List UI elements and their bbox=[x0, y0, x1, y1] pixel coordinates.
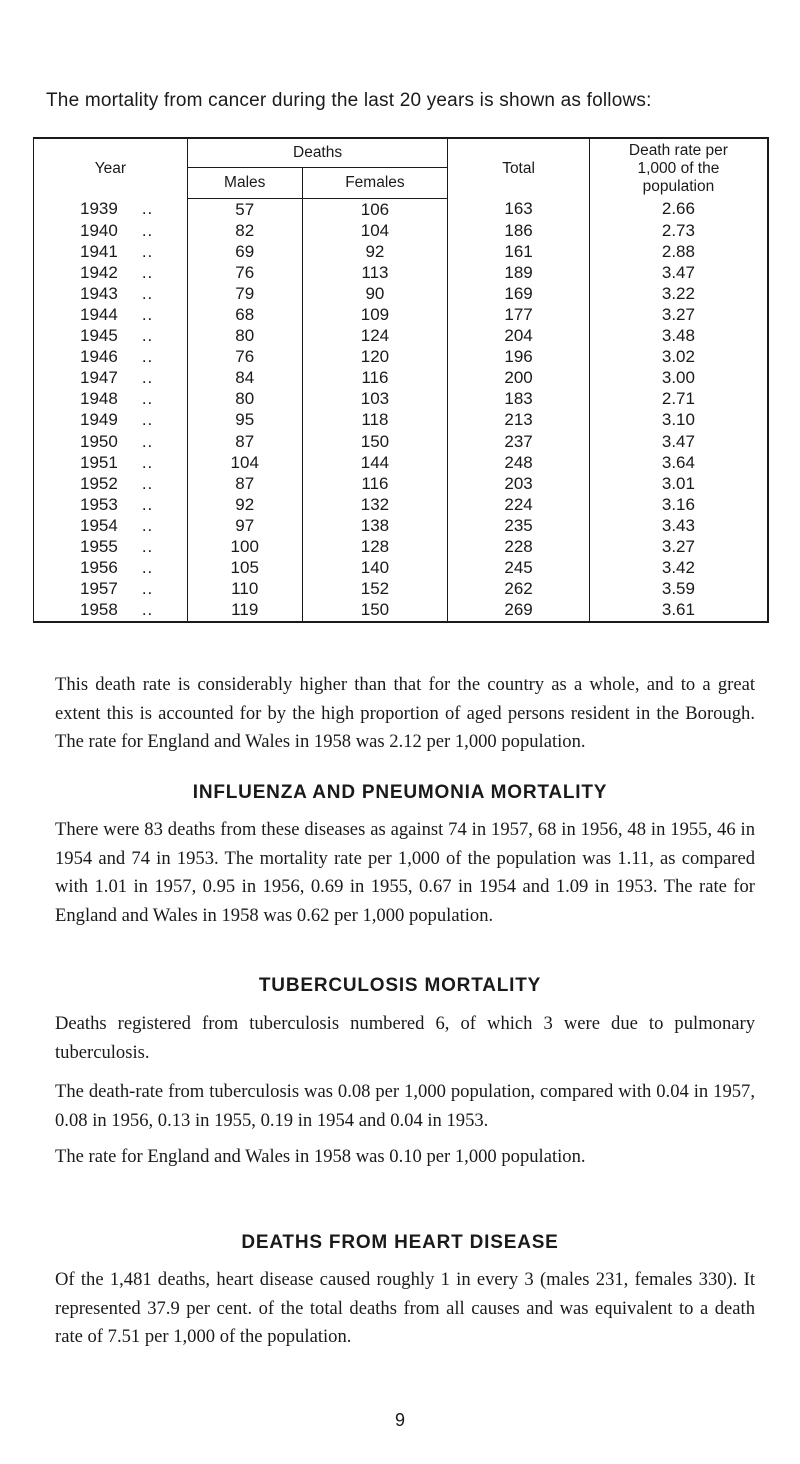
females-cell: 103 bbox=[302, 389, 448, 410]
year-cell bbox=[34, 326, 188, 347]
females-cell: 106 bbox=[302, 199, 448, 221]
total-cell: 228 bbox=[448, 537, 590, 558]
table-row bbox=[34, 600, 769, 622]
year-value: 1957 bbox=[80, 579, 118, 599]
males-cell: 100 bbox=[187, 537, 302, 558]
males-cell: 76 bbox=[187, 347, 302, 368]
table-row bbox=[34, 389, 769, 410]
header-total: Total bbox=[448, 138, 590, 199]
rate-cell: 3.01 bbox=[661, 473, 695, 493]
females-cell: 90 bbox=[302, 283, 448, 304]
table-row bbox=[34, 537, 769, 558]
year-cell bbox=[34, 368, 188, 389]
total-cell: 163 bbox=[448, 199, 590, 221]
rate-cell: 3.64 bbox=[661, 452, 695, 472]
total-cell: 161 bbox=[448, 241, 590, 262]
leader-dots: .. bbox=[141, 431, 154, 451]
header-rate-line1: Death rate per bbox=[628, 141, 728, 159]
males-cell: 69 bbox=[187, 241, 302, 262]
year-value: 1940 bbox=[80, 220, 118, 240]
females-cell: 152 bbox=[302, 579, 448, 600]
heart-disease-heading: DEATHS FROM HEART DISEASE bbox=[241, 1232, 559, 1253]
males-cell: 95 bbox=[187, 410, 302, 431]
leader-dots: .. bbox=[141, 220, 154, 240]
year-cell bbox=[34, 494, 188, 515]
total-cell: 203 bbox=[448, 473, 590, 494]
total-cell: 169 bbox=[448, 283, 590, 304]
females-cell: 92 bbox=[302, 241, 448, 262]
females-cell: 116 bbox=[302, 473, 448, 494]
males-cell: 76 bbox=[187, 262, 302, 283]
header-deaths: Deaths bbox=[187, 138, 447, 168]
females-cell: 109 bbox=[302, 304, 448, 325]
table-row bbox=[34, 304, 769, 325]
tuberculosis-paragraph-2: The death-rate from tuberculosis was 0.08 per 1,000 population, compared with 0.04 in 1957, 0.08 in 1956, 0.13 in 1955, 0.19 in 1954 and 0.04 in 1953. bbox=[55, 1081, 755, 1131]
males-cell: 119 bbox=[187, 600, 302, 622]
rate-cell: 3.27 bbox=[661, 305, 695, 325]
rate-cell: 3.16 bbox=[661, 494, 695, 514]
rate-cell: 3.61 bbox=[661, 600, 695, 620]
total-cell: 248 bbox=[448, 452, 590, 473]
females-cell: 113 bbox=[302, 262, 448, 283]
table-row bbox=[34, 283, 769, 304]
year-cell bbox=[34, 347, 188, 368]
males-cell: 80 bbox=[187, 326, 302, 347]
header-death-rate bbox=[589, 138, 768, 199]
leader-dots: .. bbox=[141, 262, 154, 282]
year-value: 1953 bbox=[80, 494, 118, 514]
total-cell: 177 bbox=[448, 304, 590, 325]
year-value: 1939 bbox=[80, 199, 118, 219]
total-cell: 186 bbox=[448, 220, 590, 241]
tuberculosis-paragraph-3: The rate for England and Wales in 1958 was 0.10 per 1,000 population. bbox=[55, 1146, 586, 1167]
year-cell bbox=[34, 537, 188, 558]
year-value: 1941 bbox=[80, 241, 118, 261]
year-cell bbox=[34, 199, 188, 221]
rate-cell: 3.59 bbox=[661, 579, 695, 599]
males-cell: 57 bbox=[187, 199, 302, 221]
year-value: 1943 bbox=[80, 283, 118, 303]
females-cell: 140 bbox=[302, 558, 448, 579]
cancer-mortality-table bbox=[33, 137, 769, 623]
leader-dots: .. bbox=[141, 494, 154, 514]
year-cell bbox=[34, 389, 188, 410]
rate-cell: 3.00 bbox=[661, 368, 695, 388]
year-value: 1946 bbox=[80, 347, 118, 367]
males-cell: 84 bbox=[187, 368, 302, 389]
table-row bbox=[34, 579, 769, 600]
influenza-heading: INFLUENZA AND PNEUMONIA MORTALITY bbox=[192, 782, 608, 803]
year-value: 1958 bbox=[80, 600, 118, 620]
year-value: 1942 bbox=[80, 262, 118, 282]
year-cell bbox=[34, 304, 188, 325]
year-cell bbox=[34, 600, 188, 622]
total-cell: 262 bbox=[448, 579, 590, 600]
header-rate-line3: population bbox=[642, 177, 715, 195]
table-row bbox=[34, 326, 769, 347]
males-cell: 87 bbox=[187, 431, 302, 452]
year-value: 1956 bbox=[80, 558, 118, 578]
males-cell: 92 bbox=[187, 494, 302, 515]
year-cell bbox=[34, 473, 188, 494]
header-year: Year bbox=[34, 138, 188, 199]
table-row bbox=[34, 199, 769, 221]
leader-dots: .. bbox=[141, 515, 154, 535]
total-cell: 237 bbox=[448, 431, 590, 452]
page-number: 9 bbox=[394, 1410, 405, 1430]
table-row bbox=[34, 431, 769, 452]
table-row bbox=[34, 241, 769, 262]
females-cell: 150 bbox=[302, 600, 448, 622]
rate-cell: 2.66 bbox=[661, 199, 695, 219]
rate-cell: 3.22 bbox=[661, 283, 695, 303]
table-intro-text: The mortality from cancer during the last 20 years is shown as follows: bbox=[46, 90, 652, 111]
year-value: 1951 bbox=[80, 452, 118, 472]
table-row bbox=[34, 368, 769, 389]
leader-dots: .. bbox=[141, 283, 154, 303]
year-cell bbox=[34, 431, 188, 452]
males-cell: 79 bbox=[187, 283, 302, 304]
leader-dots: .. bbox=[141, 600, 154, 620]
year-value: 1955 bbox=[80, 537, 118, 557]
table-row bbox=[34, 452, 769, 473]
year-cell bbox=[34, 220, 188, 241]
table-row bbox=[34, 347, 769, 368]
rate-cell: 2.71 bbox=[661, 389, 695, 409]
rate-cell: 3.02 bbox=[661, 347, 695, 367]
females-cell: 124 bbox=[302, 326, 448, 347]
leader-dots: .. bbox=[141, 241, 154, 261]
males-cell: 68 bbox=[187, 304, 302, 325]
total-cell: 200 bbox=[448, 368, 590, 389]
females-cell: 116 bbox=[302, 368, 448, 389]
total-cell: 213 bbox=[448, 410, 590, 431]
females-cell: 144 bbox=[302, 452, 448, 473]
table-row bbox=[34, 558, 769, 579]
table-body bbox=[34, 199, 769, 622]
year-value: 1952 bbox=[80, 473, 118, 493]
year-value: 1950 bbox=[80, 431, 118, 451]
leader-dots: .. bbox=[141, 305, 154, 325]
year-value: 1954 bbox=[80, 515, 118, 535]
total-cell: 235 bbox=[448, 515, 590, 536]
females-cell: 120 bbox=[302, 347, 448, 368]
males-cell: 105 bbox=[187, 558, 302, 579]
year-cell bbox=[34, 262, 188, 283]
leader-dots: .. bbox=[141, 410, 154, 430]
tuberculosis-heading: TUBERCULOSIS MORTALITY bbox=[258, 975, 542, 996]
leader-dots: .. bbox=[141, 199, 154, 219]
total-cell: 204 bbox=[448, 326, 590, 347]
leader-dots: .. bbox=[141, 368, 154, 388]
rate-cell: 3.42 bbox=[661, 558, 695, 578]
leader-dots: .. bbox=[141, 537, 154, 557]
rate-cell: 3.27 bbox=[661, 537, 695, 557]
table-row bbox=[34, 473, 769, 494]
females-cell: 128 bbox=[302, 537, 448, 558]
rate-cell: 3.47 bbox=[661, 431, 695, 451]
year-cell bbox=[34, 241, 188, 262]
leader-dots: .. bbox=[141, 452, 154, 472]
females-cell: 118 bbox=[302, 410, 448, 431]
males-cell: 82 bbox=[187, 220, 302, 241]
males-cell: 97 bbox=[187, 515, 302, 536]
total-cell: 224 bbox=[448, 494, 590, 515]
leader-dots: .. bbox=[141, 347, 154, 367]
rate-cell: 3.48 bbox=[661, 326, 695, 346]
leader-dots: .. bbox=[141, 389, 154, 409]
females-cell: 132 bbox=[302, 494, 448, 515]
males-cell: 110 bbox=[187, 579, 302, 600]
table-row bbox=[34, 220, 769, 241]
leader-dots: .. bbox=[141, 326, 154, 346]
year-value: 1947 bbox=[80, 368, 118, 388]
leader-dots: .. bbox=[141, 473, 154, 493]
total-cell: 189 bbox=[448, 262, 590, 283]
table-row bbox=[34, 494, 769, 515]
males-cell: 80 bbox=[187, 389, 302, 410]
rate-cell: 2.73 bbox=[661, 220, 695, 240]
year-cell bbox=[34, 452, 188, 473]
leader-dots: .. bbox=[141, 558, 154, 578]
year-value: 1944 bbox=[80, 305, 118, 325]
rate-cell: 3.10 bbox=[661, 410, 695, 430]
header-males: Males bbox=[187, 168, 302, 199]
year-cell bbox=[34, 410, 188, 431]
females-cell: 138 bbox=[302, 515, 448, 536]
table-row bbox=[34, 262, 769, 283]
cancer-comment-paragraph: This death rate is considerably higher than that for the country as a whole, and to a great extent this is accounted for by the high proportion of aged persons resident in the Borough. The rate for England and Wales in 1958 was 2.12 per 1,000 population. bbox=[55, 674, 755, 752]
total-cell: 196 bbox=[448, 347, 590, 368]
year-value: 1948 bbox=[80, 389, 118, 409]
year-value: 1949 bbox=[80, 410, 118, 430]
total-cell: 269 bbox=[448, 600, 590, 622]
influenza-paragraph: There were 83 deaths from these diseases as against 74 in 1957, 68 in 1956, 48 in 1955, 46 in 1954 and 74 in 1953. The mortality rate per 1,000 of the population was 1.11, as compared with 1.01 in 1957, 0.95 in 1956, 0.69 in 1955, 0.67 in 1954 and 1.09 in 1953. The rate for England and Wales in 1958 was 0.62 per 1,000 population. bbox=[55, 819, 755, 926]
tuberculosis-paragraph-1: Deaths registered from tuberculosis numbered 6, of which 3 were due to pulmonary tuberculosis. bbox=[55, 1013, 755, 1063]
males-cell: 87 bbox=[187, 473, 302, 494]
year-value: 1945 bbox=[80, 326, 118, 346]
header-rate-line2: 1,000 of the bbox=[637, 159, 720, 177]
rate-cell: 3.43 bbox=[661, 515, 695, 535]
females-cell: 104 bbox=[302, 220, 448, 241]
table-row bbox=[34, 515, 769, 536]
year-cell bbox=[34, 579, 188, 600]
females-cell: 150 bbox=[302, 431, 448, 452]
header-females: Females bbox=[302, 168, 448, 199]
rate-cell: 2.88 bbox=[661, 241, 695, 261]
year-cell bbox=[34, 515, 188, 536]
table-row bbox=[34, 410, 769, 431]
leader-dots: .. bbox=[141, 579, 154, 599]
heart-disease-paragraph: Of the 1,481 deaths, heart disease caused roughly 1 in every 3 (males 231, females 330). It represented 37.9 per cent. of the total deaths from all causes and was equivalent to a death rate of 7.51 per 1,000 of the population. bbox=[55, 1269, 755, 1347]
year-cell bbox=[34, 283, 188, 304]
total-cell: 183 bbox=[448, 389, 590, 410]
total-cell: 245 bbox=[448, 558, 590, 579]
rate-cell: 3.47 bbox=[661, 262, 695, 282]
year-cell bbox=[34, 558, 188, 579]
males-cell: 104 bbox=[187, 452, 302, 473]
